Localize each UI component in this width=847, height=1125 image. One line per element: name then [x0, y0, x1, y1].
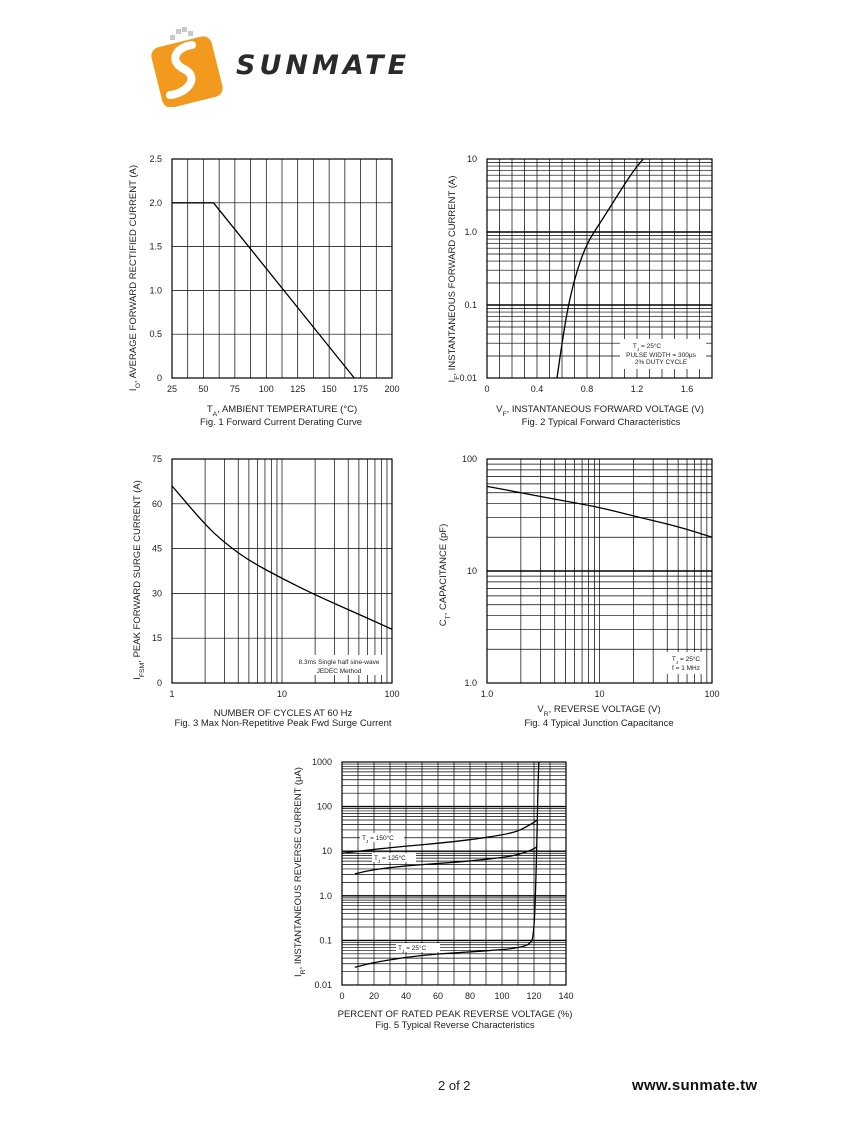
y-tick-label: 0 [156, 678, 162, 688]
x-tick-label: 0 [484, 384, 490, 394]
y-tick-label: 60 [151, 498, 162, 509]
chart-title: Fig. 5 Typical Reverse Characteristics [375, 1020, 535, 1031]
x-tick-label: 0.4 [530, 384, 544, 394]
website-link[interactable]: www.sunmate.tw [632, 1077, 758, 1094]
x-tick-label: 100 [494, 991, 510, 1001]
annotation-text: 8.3ms Single half sine-wave [298, 659, 380, 666]
chart-title: Fig. 2 Typical Forward Characteristics [521, 417, 681, 428]
x-tick-label: 10 [276, 689, 288, 699]
x-tick-label: 50 [198, 384, 209, 394]
x-axis-label: NUMBER OF CYCLES AT 60 Hz [213, 708, 353, 719]
y-tick-label: 1.0 [149, 285, 162, 296]
x-tick-label: 40 [400, 991, 412, 1001]
x-tick-label: 175 [353, 384, 369, 394]
y-tick-label: 1.0 [464, 227, 477, 237]
x-tick-label: 100 [384, 689, 400, 699]
y-tick-label: 15 [151, 633, 162, 644]
series-label: $T_J = 125^\circ C$ [374, 855, 406, 864]
y-tick-label: 45 [151, 543, 162, 554]
y-tick-label: 10 [466, 566, 477, 576]
x-tick-label: 1.2 [630, 384, 644, 394]
x-tick-label: 25 [166, 384, 178, 394]
annotation-text: $T_J = 25^\circ C$ [671, 656, 701, 665]
y-axis-label: $I_F$, INSTANTANEOUS FORWARD CURRENT (A) [447, 175, 461, 383]
y-tick-label: 2.0 [149, 197, 162, 208]
y-tick-label: 1.5 [149, 241, 162, 252]
brand-wordmark: SUNMATE [236, 50, 411, 81]
y-axis-label: $I_{FSM}$, PEAK FORWARD SURGE CURRENT (A) [132, 480, 146, 680]
y-tick-label: 0.01 [459, 373, 477, 383]
annotation-text: JEDEC Method [316, 668, 362, 675]
y-tick-label: 2.5 [149, 154, 162, 164]
x-tick-label: 60 [432, 991, 444, 1001]
y-tick-label: 100 [461, 454, 477, 464]
y-tick-label: 0.1 [319, 935, 332, 946]
x-tick-label: 200 [384, 384, 400, 394]
x-axis-label: $V_R$, REVERSE VOLTAGE (V) [537, 704, 661, 718]
x-tick-label: 100 [704, 689, 720, 699]
x-axis-label: $V_F$, INSTANTANEOUS FORWARD VOLTAGE (V) [496, 404, 704, 418]
x-tick-label: 140 [558, 991, 574, 1001]
x-tick-label: 0.8 [580, 384, 594, 394]
x-axis-label: $T_A$, AMBIENT TEMPERATURE (°C) [206, 404, 358, 418]
y-tick-label: 0.5 [149, 329, 162, 340]
x-tick-label: 75 [229, 384, 240, 394]
y-tick-label: 30 [151, 588, 162, 599]
x-tick-label: 125 [290, 384, 306, 394]
chart-title: Fig. 4 Typical Junction Capacitance [524, 718, 674, 729]
annotation-text: $T_J = 25^\circ C$ [632, 343, 662, 352]
y-axis-label: $I_O$, AVERAGE FORWARD RECTIFIED CURRENT (A) [128, 164, 142, 392]
y-tick-label: 100 [316, 801, 332, 812]
y-tick-label: 1.0 [319, 890, 332, 901]
x-tick-label: 10 [594, 689, 605, 699]
y-axis-label: $C_T$, CAPACITANCE (pF) [438, 523, 452, 627]
series-label: $T_J = 150^\circ C$ [362, 835, 394, 844]
x-tick-label: 0 [339, 991, 345, 1001]
x-tick-label: 150 [321, 384, 337, 394]
x-axis-label: PERCENT OF RATED PEAK REVERSE VOLTAGE (%) [337, 1009, 573, 1020]
x-tick-label: 1.0 [480, 689, 494, 699]
x-tick-label: 120 [526, 991, 542, 1001]
y-tick-label: 0.01 [314, 980, 332, 990]
annotation-text: PULSE WIDTH = 300μs [626, 352, 696, 359]
x-tick-label: 1 [169, 689, 175, 699]
y-tick-label: 1000 [311, 757, 332, 767]
y-tick-label: 0.1 [464, 300, 477, 310]
page-number: 2 of 2 [438, 1078, 471, 1093]
x-tick-label: 20 [368, 991, 380, 1001]
x-tick-label: 100 [258, 384, 274, 394]
series-label: $T_J = 25^\circ C$ [398, 945, 427, 954]
chart-title: Fig. 1 Forward Current Derating Curve [199, 417, 363, 428]
x-tick-label: 1.6 [680, 384, 694, 394]
annotation-text: f = 1 MHz [672, 665, 700, 672]
y-tick-label: 75 [151, 454, 162, 464]
y-tick-label: 10 [466, 154, 477, 164]
chart-title: Fig. 3 Max Non-Repetitive Peak Fwd Surge Current [174, 718, 392, 729]
y-tick-label: 0 [156, 373, 162, 383]
y-tick-label: 10 [321, 846, 332, 857]
x-tick-label: 80 [464, 991, 476, 1001]
y-tick-label: 1.0 [464, 678, 477, 688]
annotation-text: 2% DUTY CYCLE [634, 359, 688, 366]
y-axis-label: $I_R$, INSTANTANEOUS REVERSE CURRENT (μA) [293, 767, 307, 977]
